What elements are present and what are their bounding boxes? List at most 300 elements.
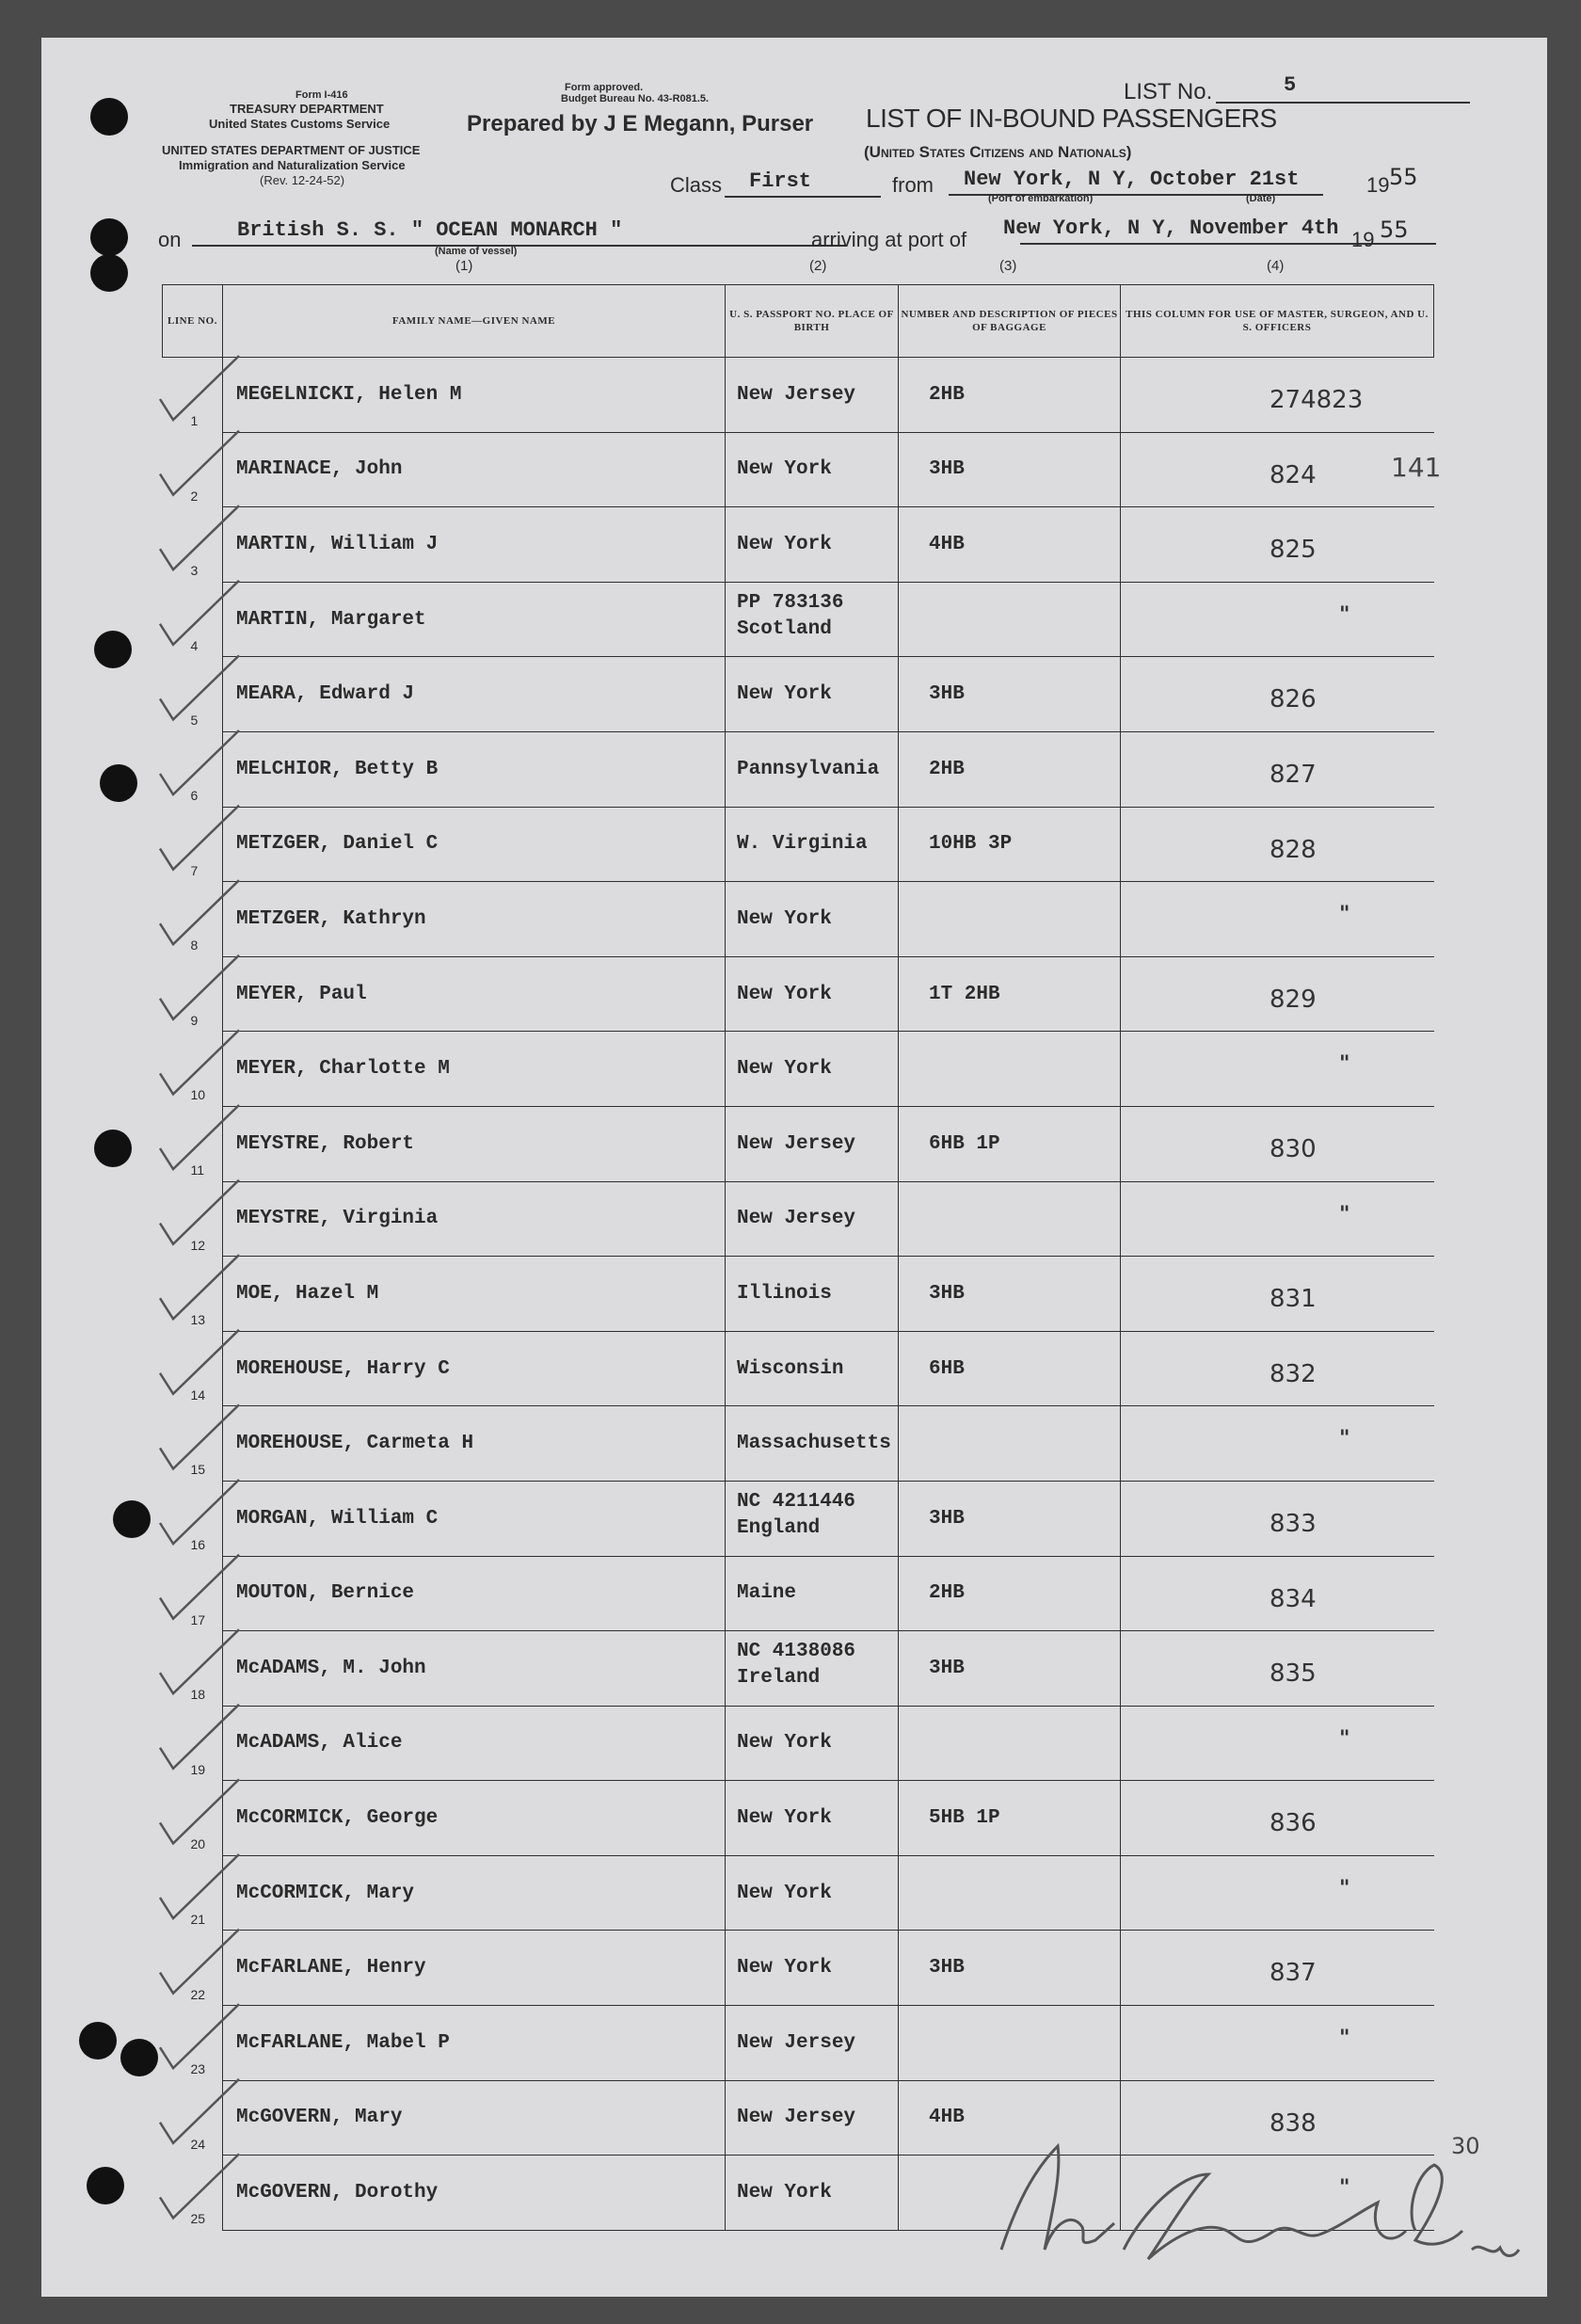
passenger-name-cell [223, 1331, 726, 1406]
line-number-cell [163, 1406, 223, 1482]
passenger-name: MELCHIOR, Betty B [236, 758, 439, 780]
vessel-caption: (Name of vessel) [435, 246, 518, 257]
baggage-cell [899, 1406, 1121, 1482]
officer-number: 836 [1270, 1809, 1317, 1838]
revision-date: (Rev. 12-24-52) [260, 173, 345, 187]
date-caption: (Date) [1246, 193, 1276, 204]
passenger-name-cell [223, 807, 726, 882]
baggage-cell [899, 1556, 1121, 1631]
line-number: 24 [190, 2136, 206, 2152]
passport-birthplace-cell [726, 2156, 899, 2231]
line-number: 20 [190, 1836, 206, 1852]
passenger-name-cell [223, 657, 726, 732]
passport-birthplace-cell [726, 1706, 899, 1781]
form-number: Form I-416 [295, 89, 348, 101]
line-number-cell [163, 358, 223, 433]
officer-number: 831 [1270, 1285, 1317, 1314]
passenger-name-cell [223, 1556, 726, 1631]
baggage-description [899, 1058, 929, 1080]
place-of-birth: New Jersey [737, 2107, 856, 2129]
passenger-name-cell [223, 1181, 726, 1257]
passport-birthplace-cell [726, 358, 899, 433]
line-number-cell [163, 1706, 223, 1781]
baggage-description: 3HB [929, 683, 965, 706]
officer-number: 829 [1270, 985, 1317, 1014]
passenger-name: MOUTON, Bernice [236, 1582, 415, 1605]
passenger-name: MEGELNICKI, Helen M [236, 383, 462, 406]
punch-hole [90, 254, 128, 292]
line-number-cell [163, 1181, 223, 1257]
baggage-description: 2HB [929, 1582, 965, 1605]
passenger-name-cell [223, 1032, 726, 1107]
place-of-birth: New Jersey [737, 2031, 856, 2054]
passport-birthplace-cell [726, 582, 899, 657]
place-of-birth: New York [737, 683, 832, 706]
passenger-name-cell [223, 731, 726, 807]
line-number: 7 [190, 862, 199, 878]
table-row [163, 1331, 1434, 1406]
baggage-description [899, 1883, 929, 1904]
list-no-value: 5 [1284, 73, 1297, 97]
passport-birthplace-cell [726, 1406, 899, 1482]
passport-birthplace-cell [726, 1931, 899, 2006]
immigration-service: Immigration and Naturalization Service [179, 158, 406, 172]
table-row [163, 1032, 1434, 1107]
line-number-cell [163, 1631, 223, 1707]
baggage-cell [899, 582, 1121, 657]
officer-use-cell [1121, 1706, 1434, 1781]
on-label: on [158, 228, 182, 251]
baggage-cell [899, 1631, 1121, 1707]
passenger-name: McADAMS, M. John [236, 1657, 426, 1679]
ditto-mark: " [1339, 1052, 1350, 1077]
ditto-mark: " [1339, 1427, 1350, 1451]
passenger-name: McGOVERN, Mary [236, 2107, 403, 2129]
table-row [163, 1181, 1434, 1257]
passport-number: NC 4138086 [737, 1641, 856, 1663]
officer-number: 833 [1270, 1509, 1317, 1538]
officer-use-cell [1121, 657, 1434, 732]
place-of-birth: New York [737, 1882, 832, 1904]
baggage-description: 2HB [929, 758, 965, 780]
line-number: 1 [190, 413, 199, 429]
officer-use-cell [1121, 1631, 1434, 1707]
passenger-name: McCORMICK, Mary [236, 1882, 415, 1904]
passenger-name: MEYSTRE, Robert [236, 1132, 415, 1155]
line-number-cell [163, 432, 223, 507]
from-label: from [892, 173, 934, 197]
place-of-birth: New York [737, 2182, 832, 2204]
baggage-description [899, 2182, 929, 2204]
officer-number: 274823 [1270, 386, 1364, 414]
table-row [163, 1556, 1434, 1631]
baggage-description: 6HB 1P [929, 1132, 1000, 1155]
baggage-cell [899, 807, 1121, 882]
officer-use-cell [1121, 956, 1434, 1032]
officer-number: 828 [1270, 835, 1317, 864]
baggage-description: 10HB 3P [929, 833, 1013, 856]
officer-use-cell [1121, 1855, 1434, 1931]
baggage-description: 4HB [929, 2107, 965, 2129]
officer-number: 827 [1270, 760, 1317, 789]
passenger-name-cell [223, 1106, 726, 1181]
baggage-description [899, 1732, 929, 1754]
baggage-description [899, 908, 929, 930]
baggage-cell [899, 507, 1121, 583]
margin-note: 141 [1391, 452, 1442, 483]
arrival-year-prefix: 19 [1351, 228, 1375, 251]
baggage-cell [899, 2156, 1121, 2231]
place-of-birth: Ireland [737, 1667, 821, 1690]
table-row [163, 1781, 1434, 1856]
passport-birthplace-cell [726, 2080, 899, 2156]
line-number-cell [163, 1331, 223, 1406]
baggage-cell [899, 882, 1121, 957]
baggage-description: 2HB [929, 383, 965, 406]
officer-use-cell [1121, 1781, 1434, 1856]
place-of-birth: Massachusetts [737, 1433, 891, 1455]
baggage-cell [899, 1331, 1121, 1406]
punch-hole [87, 2167, 124, 2204]
passport-number: NC 4211446 [737, 1490, 856, 1513]
officer-use-cell [1121, 358, 1434, 433]
place-of-birth: W. Virginia [737, 833, 868, 856]
passenger-name: MEYER, Charlotte M [236, 1058, 450, 1081]
place-of-birth: Pannsylvania [737, 758, 880, 780]
officer-number: 830 [1270, 1134, 1317, 1163]
passport-birthplace-cell [726, 657, 899, 732]
punch-hole [90, 98, 128, 136]
line-number-cell [163, 582, 223, 657]
table-row [163, 582, 1434, 657]
line-number: 18 [190, 1687, 206, 1703]
line-number-cell [163, 2006, 223, 2081]
arriving-label: arriving at port of [811, 228, 967, 251]
col-number-2: (2) [809, 258, 827, 274]
officer-number: 832 [1270, 1359, 1317, 1388]
passport-birthplace-cell [726, 1106, 899, 1181]
table-row [163, 1106, 1434, 1181]
vessel-value: British S. S. " OCEAN MONARCH " [237, 218, 623, 242]
from-value: New York, N Y, October 21st [964, 168, 1300, 191]
baggage-description: 3HB [929, 1657, 965, 1679]
line-number-cell [163, 1481, 223, 1556]
passenger-name: METZGER, Daniel C [236, 833, 439, 856]
table-row [163, 956, 1434, 1032]
place-of-birth: New York [737, 1058, 832, 1081]
officer-number: 825 [1270, 536, 1317, 565]
passenger-name: MARINACE, John [236, 458, 403, 481]
year-value: 55 [1389, 164, 1418, 190]
place-of-birth: New York [737, 1957, 832, 1979]
col-number-1: (1) [455, 258, 473, 274]
header-line-no: LINE NO. [163, 285, 223, 358]
passenger-name: McFARLANE, Henry [236, 1957, 426, 1979]
line-number: 9 [190, 1012, 199, 1028]
baggage-cell [899, 1855, 1121, 1931]
passport-birthplace-cell [726, 1032, 899, 1107]
baggage-cell [899, 1257, 1121, 1332]
line-number-cell [163, 1257, 223, 1332]
table-row [163, 807, 1434, 882]
passenger-name-cell [223, 1855, 726, 1931]
baggage-cell [899, 1706, 1121, 1781]
place-of-birth: New Jersey [737, 1132, 856, 1155]
baggage-cell [899, 731, 1121, 807]
class-underline [725, 196, 881, 198]
table-row [163, 1706, 1434, 1781]
arrival-year-underline [1376, 243, 1436, 245]
line-number-cell [163, 1931, 223, 2006]
table-row [163, 2006, 1434, 2081]
passport-birthplace-cell [726, 2006, 899, 2081]
line-number-cell [163, 2080, 223, 2156]
line-number-cell [163, 807, 223, 882]
line-number: 13 [190, 1312, 206, 1328]
officer-use-cell [1121, 1181, 1434, 1257]
passenger-name-cell [223, 1706, 726, 1781]
officer-number: 834 [1270, 1584, 1317, 1613]
place-of-birth: Maine [737, 1582, 797, 1605]
document-subtitle: (United States Citizens and Nationals) [864, 143, 1132, 161]
place-of-birth: New York [737, 533, 832, 555]
vessel-underline [192, 245, 845, 247]
passport-birthplace-cell [726, 507, 899, 583]
table-row [163, 2080, 1434, 2156]
baggage-cell [899, 1781, 1121, 1856]
line-number: 11 [190, 1162, 205, 1178]
officer-number: 837 [1270, 1959, 1317, 1988]
ditto-mark: " [1339, 1726, 1350, 1751]
line-number: 6 [190, 788, 199, 804]
arrival-underline [1020, 243, 1380, 245]
arrival-year-value: 55 [1380, 216, 1409, 243]
header-passport: U. S. PASSPORT NO. PLACE OF BIRTH [726, 285, 899, 358]
passenger-name: MARTIN, William J [236, 533, 439, 555]
header-name: FAMILY NAME—GIVEN NAME [223, 285, 726, 358]
passenger-name-cell [223, 1257, 726, 1332]
baggage-cell [899, 2080, 1121, 2156]
officer-number: 838 [1270, 2108, 1317, 2138]
place-of-birth: England [737, 1516, 821, 1539]
baggage-cell [899, 2006, 1121, 2081]
document-title: LIST OF IN-BOUND PASSENGERS [866, 104, 1277, 133]
table-row [163, 432, 1434, 507]
prepared-by: Prepared by J E Megann, Purser [467, 111, 814, 136]
punch-hole [94, 1130, 132, 1167]
passenger-name: MOREHOUSE, Carmeta H [236, 1433, 474, 1455]
passenger-name: MARTIN, Margaret [236, 608, 426, 631]
passport-birthplace-cell [726, 1481, 899, 1556]
line-number-cell [163, 1855, 223, 1931]
passenger-name-cell [223, 1781, 726, 1856]
baggage-cell [899, 1181, 1121, 1257]
header-officers: THIS COLUMN FOR USE OF MASTER, SURGEON, AND U. S. OFFICERS [1121, 285, 1434, 358]
line-number: 25 [190, 2211, 206, 2227]
line-number: 14 [190, 1386, 206, 1402]
passenger-name: MOREHOUSE, Harry C [236, 1357, 450, 1380]
passenger-name-cell [223, 1481, 726, 1556]
punch-hole [90, 218, 128, 256]
baggage-description: 4HB [929, 533, 965, 555]
arrival-value: New York, N Y, November 4th [1003, 216, 1339, 240]
passenger-name-cell [223, 582, 726, 657]
budget-bureau: Budget Bureau No. 43-R081.5. [561, 93, 710, 104]
line-number: 3 [190, 563, 199, 579]
passenger-name: MOE, Hazel M [236, 1282, 379, 1305]
passenger-name-cell [223, 1931, 726, 2006]
place-of-birth: New York [737, 1807, 832, 1830]
punch-hole [113, 1500, 151, 1538]
line-number: 5 [190, 713, 199, 729]
line-number: 4 [190, 637, 199, 653]
punch-hole [79, 2022, 117, 2060]
passenger-name: McFARLANE, Mabel P [236, 2031, 450, 2054]
baggage-description: 3HB [929, 458, 965, 481]
passenger-name-cell [223, 432, 726, 507]
place-of-birth: New York [737, 907, 832, 930]
passenger-name-cell [223, 882, 726, 957]
passenger-name: MEYER, Paul [236, 983, 367, 1005]
table-header-row [163, 285, 1434, 358]
customs-service: United States Customs Service [209, 117, 391, 131]
passport-birthplace-cell [726, 1781, 899, 1856]
passenger-name-cell [223, 507, 726, 583]
passport-birthplace-cell [726, 1556, 899, 1631]
table-row [163, 1631, 1434, 1707]
officer-use-cell [1121, 2006, 1434, 2081]
place-of-birth: New York [737, 458, 832, 481]
passenger-name-cell [223, 2080, 726, 2156]
place-of-birth: New York [737, 1732, 832, 1755]
col-number-3: (3) [999, 258, 1017, 274]
passenger-name-cell [223, 956, 726, 1032]
ditto-mark: " [1339, 1202, 1350, 1226]
officer-use-cell [1121, 507, 1434, 583]
table-row [163, 657, 1434, 732]
passenger-name: McADAMS, Alice [236, 1732, 403, 1755]
treasury-dept: TREASURY DEPARTMENT [230, 102, 384, 116]
col-number-4: (4) [1267, 258, 1285, 274]
table-row [163, 1257, 1434, 1332]
line-number: 23 [190, 2061, 206, 2077]
table-row [163, 1406, 1434, 1482]
line-number: 17 [190, 1611, 206, 1627]
officer-number: 835 [1270, 1659, 1317, 1689]
line-number-cell [163, 2156, 223, 2231]
punch-hole [120, 2039, 158, 2076]
passenger-name-cell [223, 358, 726, 433]
passenger-name: McGOVERN, Dorothy [236, 2182, 439, 2204]
line-number: 2 [190, 488, 199, 504]
baggage-cell [899, 1481, 1121, 1556]
line-number: 19 [190, 1761, 206, 1777]
punch-hole [100, 764, 137, 802]
officer-use-cell [1121, 1481, 1434, 1556]
passport-birthplace-cell [726, 1631, 899, 1707]
baggage-cell [899, 1931, 1121, 2006]
passenger-name-cell [223, 1406, 726, 1482]
officer-use-cell [1121, 582, 1434, 657]
table-row [163, 731, 1434, 807]
passport-birthplace-cell [726, 1331, 899, 1406]
baggage-description [899, 2032, 929, 2054]
passport-birthplace-cell [726, 731, 899, 807]
port-embark-caption: (Port of embarkation) [988, 193, 1094, 204]
passport-birthplace-cell [726, 807, 899, 882]
form-approved: Form approved. [565, 82, 644, 93]
place-of-birth: Scotland [737, 617, 832, 640]
place-of-birth: New York [737, 983, 832, 1005]
table-row [163, 1931, 1434, 2006]
line-number-cell [163, 1032, 223, 1107]
line-number-cell [163, 507, 223, 583]
line-number: 8 [190, 938, 199, 954]
line-number-cell [163, 1106, 223, 1181]
passenger-name: McCORMICK, George [236, 1807, 439, 1830]
baggage-cell [899, 657, 1121, 732]
ditto-mark: " [1339, 2176, 1350, 2201]
line-number-cell [163, 1556, 223, 1631]
officer-use-cell [1121, 882, 1434, 957]
line-number: 15 [190, 1462, 206, 1478]
bottom-margin-note: 30 [1451, 2133, 1480, 2159]
passenger-name: MEYSTRE, Virginia [236, 1208, 439, 1230]
officer-use-cell [1121, 1106, 1434, 1181]
officer-use-cell [1121, 731, 1434, 807]
officer-number: 826 [1270, 685, 1317, 714]
baggage-cell [899, 358, 1121, 433]
table-row [163, 1855, 1434, 1931]
baggage-description: 1T 2HB [929, 983, 1000, 1005]
line-number: 16 [190, 1537, 206, 1552]
baggage-description: 3HB [929, 1507, 965, 1530]
passport-birthplace-cell [726, 882, 899, 957]
table-row [163, 507, 1434, 583]
baggage-description: 5HB 1P [929, 1807, 1000, 1830]
line-number-cell [163, 657, 223, 732]
baggage-cell [899, 1032, 1121, 1107]
officer-number: 824 [1270, 460, 1317, 489]
officer-use-cell [1121, 1032, 1434, 1107]
header-baggage: NUMBER AND DESCRIPTION OF PIECES OF BAGGAGE [899, 285, 1121, 358]
line-number-cell [163, 731, 223, 807]
baggage-cell [899, 956, 1121, 1032]
line-number-cell [163, 882, 223, 957]
ditto-mark: " [1339, 602, 1350, 627]
baggage-description [899, 1208, 929, 1229]
baggage-description: 3HB [929, 1282, 965, 1305]
table-row [163, 882, 1434, 957]
officer-use-cell [1121, 2080, 1434, 2156]
table-row [163, 1481, 1434, 1556]
passport-birthplace-cell [726, 1855, 899, 1931]
passenger-name: MEARA, Edward J [236, 683, 415, 706]
line-number: 10 [190, 1087, 206, 1103]
officer-use-cell [1121, 1257, 1434, 1332]
place-of-birth: Illinois [737, 1282, 832, 1305]
officer-use-cell [1121, 2156, 1434, 2231]
passenger-name: MORGAN, William C [236, 1507, 439, 1530]
baggage-description [899, 609, 929, 631]
class-label: Class [670, 173, 723, 197]
table-row [163, 358, 1434, 433]
officer-use-cell [1121, 432, 1434, 507]
passport-birthplace-cell [726, 956, 899, 1032]
passenger-name-cell [223, 2156, 726, 2231]
passport-birthplace-cell [726, 1181, 899, 1257]
line-number-cell [163, 1781, 223, 1856]
